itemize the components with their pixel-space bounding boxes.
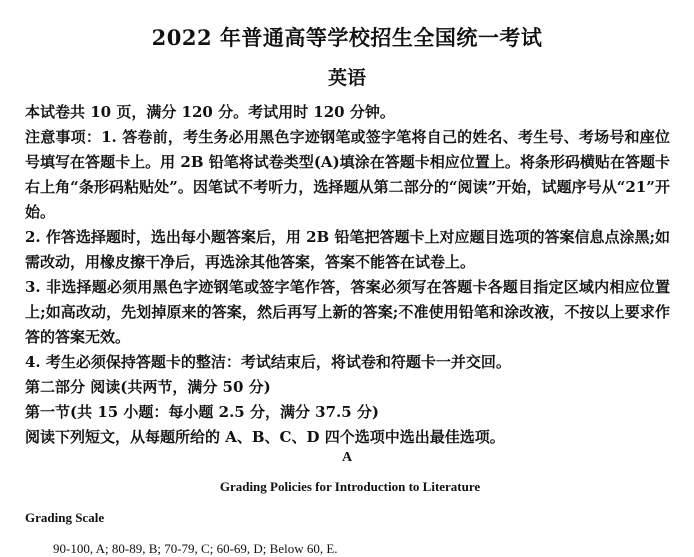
passage-title: Grading Policies for Introduction to Literature (219, 479, 481, 494)
grading-scale-heading: Grading Scale (25, 510, 105, 525)
note-1: 注意事项：1. 答卷前，考生务必用黑色字迹钢笔或签字笔将自己的姓名、考生号、考场号和座位号填写在答题卡上。用 2B 铅笔将试卷类型(A)填涂在答题卡相应位置上。将条形码横贴在答题卡右上角“条形码粘贴处”。因笔试不考听力，选择题从第二部分的“阅读”开始，试题序号从“21”开始。 (25, 128, 670, 221)
note-4: 4. 考生必须保持答题卡的整洁：考试结束后，将试卷和符题卡一并交回。 (25, 353, 511, 371)
note-2: 2. 作答选择题时，选出每小题答案后，用 2B 铅笔把答题卡上对应题目选项的答案信息点涂黑;如需改动，用橡皮擦干净后，再选涂其他答案，答案不能答在试卷上。 (25, 228, 670, 271)
reading-directions: 阅读下列短文，从每题所给的 A、B、C、D 四个选项中选出最佳选项。 (25, 428, 505, 446)
note-3: 3. 非选择题必须用黑色字迹钢笔或签字笔作答，答案必须写在答题卡各题目指定区域内相应位置上;如高改动，先划掉原来的答案，然后再写上新的答案;不准使用铅笔和涂改液，不按以上要求作答的答案无效。 (25, 278, 670, 346)
subject-title: 英语 (327, 67, 366, 89)
passage-label: A (341, 450, 353, 465)
exam-instructions (25, 100, 670, 450)
exam-intro: 本试卷共 10 页，满分 120 分。考试用时 120 分钟。 (25, 103, 395, 121)
exam-title: 2022 年普通高等学校招生全国统一考试 (151, 25, 543, 50)
grading-scale-text: 90-100, A; 80-89, B; 70-79, C; 60-69, D; Below 60, E. (53, 541, 338, 556)
section1-heading: 第一节(共 15 小题：每小题 2.5 分，满分 37.5 分) (25, 403, 380, 421)
part2-heading: 第二部分 阅读(共两节，满分 50 分) (25, 378, 271, 396)
